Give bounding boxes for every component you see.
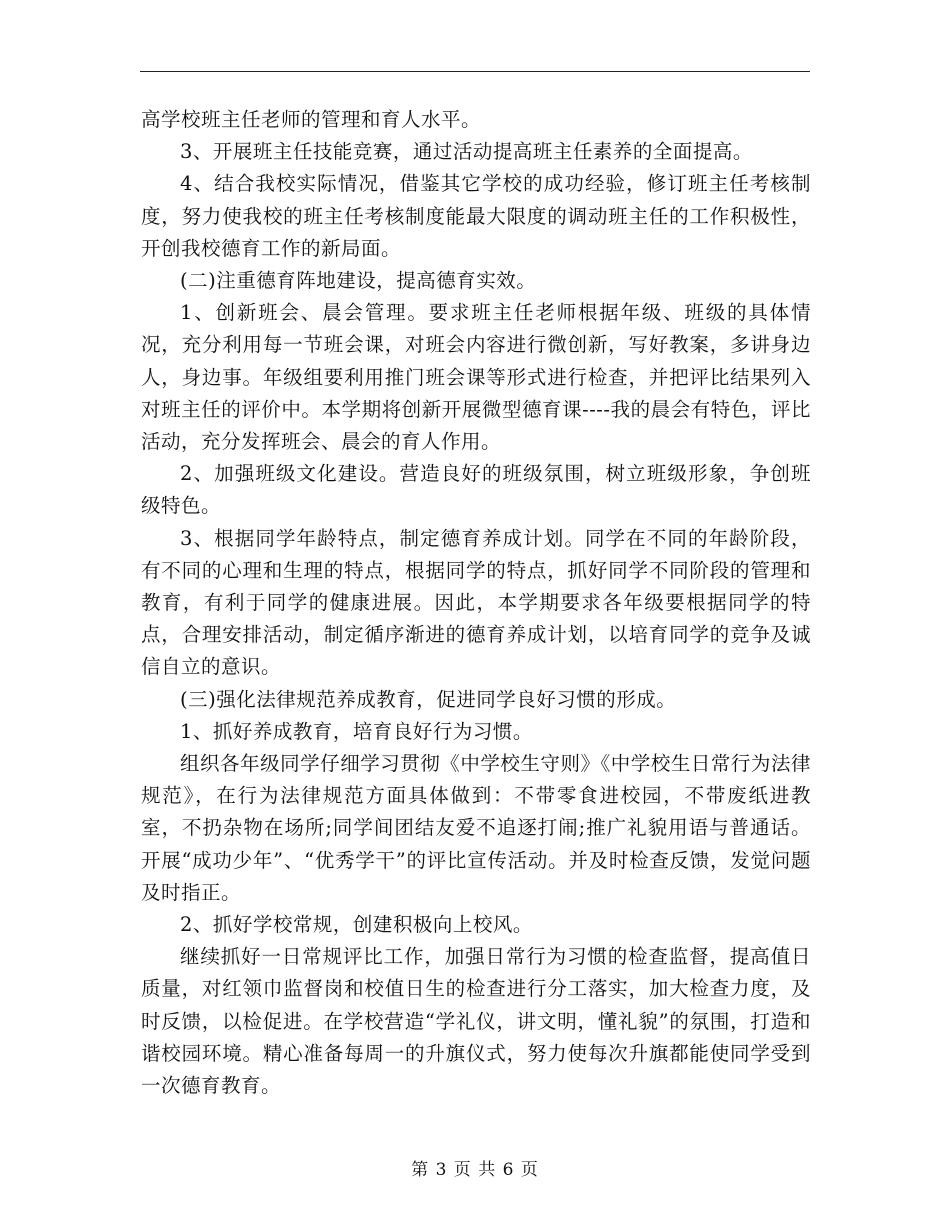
- paragraph: 1、创新班会、晨会管理。要求班主任老师根据年级、班级的具体情况，充分利用每一节班会课，对班会内容进行微创新，写好教案，多讲身边人，身边事。年级组要利用推门班会课等形式进行检查，并把评比结果列入对班主任的评价中。本学期将创新开展微型德育课----我的晨会有特色，评比活动，充分发挥班会、晨会的育人作用。: [141, 301, 811, 454]
- paragraph: 3、开展班主任技能竞赛，通过活动提高班主任素养的全面提高。: [180, 140, 753, 164]
- section-heading: (二)注重德育阵地建设，提高德育实效。: [180, 269, 537, 293]
- paragraph: 继续抓好一日常规评比工作，加强日常行为习惯的检查监督，提高值日质量，对红领巾监督岗和校值日生的检查进行分工落实，加大检查力度，及时反馈，以检促进。在学校营造“学礼仪，讲文明，懂礼貌”的氛围，打造和谐校园环境。精心准备每周一的升旗仪式，努力使每次升旗都能使同学受到一次德育教育。: [141, 945, 811, 1098]
- paragraph: 3、根据同学年龄特点，制定德育养成计划。同学在不同的年龄阶段，有不同的心理和生理的特点，根据同学的特点，抓好同学不同阶段的管理和教育，有利于同学的健康进展。因此，本学期要求各年级要根据同学的特点，合理安排活动，制定循序渐进的德育养成计划，以培育同学的竞争及诚信自立的意识。: [141, 526, 811, 679]
- paragraph: 组织各年级同学仔细学习贯彻《中学校生守则》《中学校生日常行为法律规范》，在行为法律规范方面具体做到：不带零食进校园，不带废纸进教室，不扔杂物在场所;同学间团结友爱不追逐打闹;推广礼貌用语与普通话。开展“成功少年”、“优秀学干”的评比宣传活动。并及时检查反馈，发觉问题及时指正。: [141, 752, 811, 904]
- paragraph: 高学校班主任老师的管理和育人水平。: [141, 108, 482, 131]
- page-number: 第 3 页 共 6 页: [411, 1160, 539, 1180]
- document-body: [141, 104, 811, 1102]
- paragraph: 4、结合我校实际情况，借鉴其它学校的成功经验，修订班主任考核制度，努力使我校的班主任考核制度能最大限度的调动班主任的工作积极性，开创我校德育工作的新局面。: [141, 172, 811, 260]
- header-rule: [140, 71, 810, 72]
- paragraph: 2、抓好学校常规，创建积极向上校风。: [180, 913, 533, 937]
- section-heading: (三)强化法律规范养成教育，促进同学良好习惯的形成。: [180, 687, 677, 711]
- paragraph: 2、加强班级文化建设。营造良好的班级氛围，树立班级形象，争创班级特色。: [141, 462, 811, 518]
- paragraph: 1、抓好养成教育，培育良好行为习惯。: [180, 719, 533, 743]
